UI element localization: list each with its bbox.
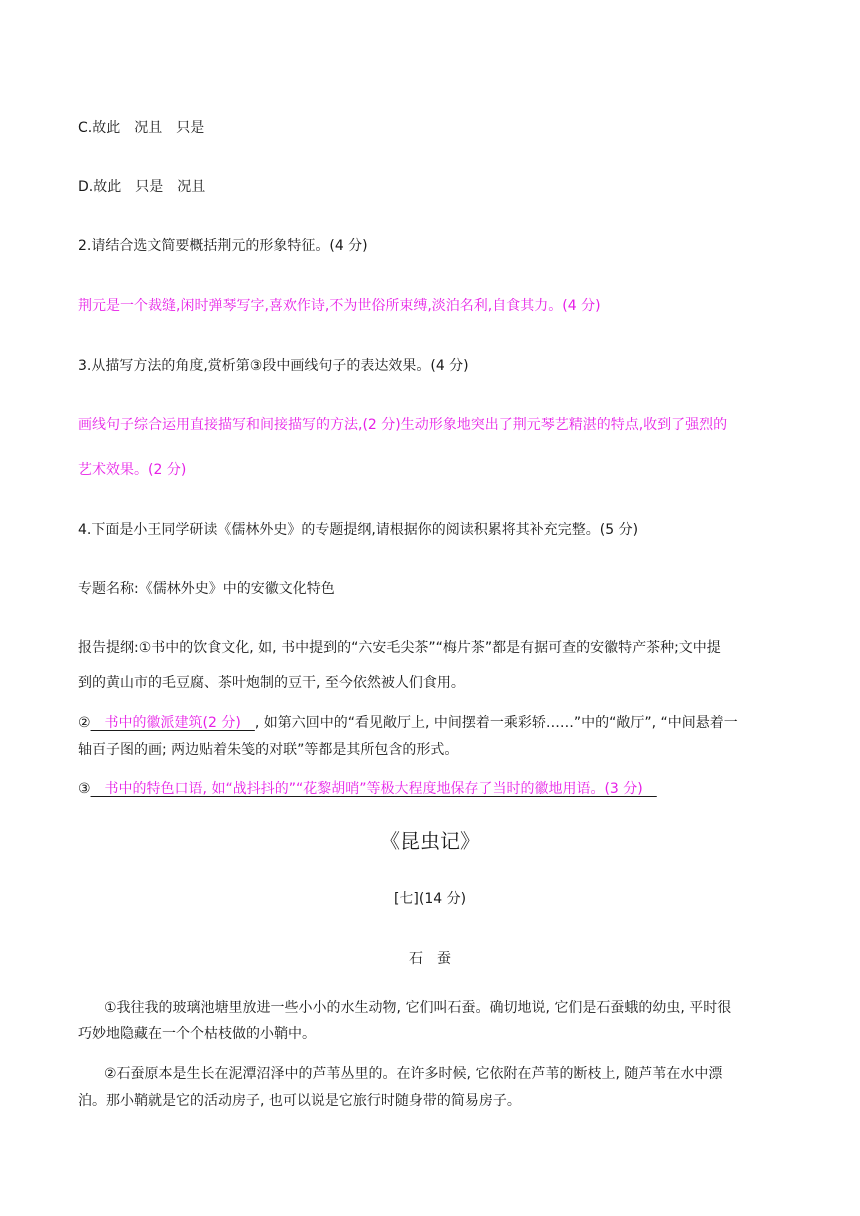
paragraph-2-line-1: ②石蚕原本是生长在泥潭沼泽中的芦苇丛里的。在许多时候, 它依附在芦苇的断枝上, 随芦苇在水中漂: [104, 1066, 723, 1082]
option-d: D.故此 只是 况且: [78, 179, 206, 195]
outline-item-2-line-2: 轴百子图的画; 两边贴着朱笺的对联”等都是其所包含的形式。: [78, 742, 459, 758]
outline-item-2: [78, 713, 738, 733]
item-2-text: , 如第六回中的“看见敞厅上, 中间摆着一乘彩轿……”中的“敞厅”, “中间悬着一: [254, 715, 738, 731]
paragraph-1-line-2: 巧妙地隐藏在一个个枯枝做的小鞘中。: [78, 1026, 316, 1042]
outline-item-3: [78, 779, 657, 799]
outline-line-1: 报告提纲:①书中的饮食文化, 如, 书中提到的“六安毛尖茶”“梅片茶”都是有据可查的安徽特产茶种;文中提: [78, 640, 721, 656]
item-3-answer-blank: 书中的特色口语, 如“战抖抖的”“花黎胡哨”等极大程度地保存了当时的徽地用语。(3 分): [90, 781, 657, 797]
question-2: 2.请结合选文简要概括荆元的形象特征。(4 分): [78, 238, 368, 254]
article-title: 石 蚕: [409, 951, 451, 967]
item-3-number: ③: [78, 781, 91, 797]
item-2-answer-blank: 书中的徽派建筑(2 分): [90, 715, 255, 731]
option-c: C.故此 况且 只是: [78, 120, 205, 136]
answer-3-line-1: 画线句子综合运用直接描写和间接描写的方法,(2 分)生动形象地突出了荆元琴艺精湛的特点,收到了强烈的: [78, 417, 728, 433]
book-title: 《昆虫记》: [380, 829, 480, 853]
answer-3-line-2: 艺术效果。(2 分): [78, 462, 187, 478]
question-4: 4.下面是小王同学研读《儒林外史》的专题提纲,请根据你的阅读积累将其补充完整。(5 分): [78, 522, 639, 538]
paragraph-2-line-2: 泊。那小鞘就是它的活动房子, 也可以说是它旅行时随身带的简易房子。: [78, 1093, 521, 1109]
paragraph-1-line-1: ①我往我的玻璃池塘里放进一些小小的水生动物, 它们叫石蚕。确切地说, 它们是石蚕蛾的幼虫, 平时很: [104, 1000, 732, 1016]
answer-2: 荆元是一个裁缝,闲时弹琴写字,喜欢作诗,不为世俗所束缚,淡泊名利,自食其力。(4 分): [78, 298, 601, 314]
topic-name: 专题名称:《儒林外史》中的安徽文化特色: [78, 581, 335, 597]
question-3: 3.从描写方法的角度,赏析第③段中画线句子的表达效果。(4 分): [78, 358, 469, 374]
outline-line-2: 到的黄山市的毛豆腐、茶叶炮制的豆干, 至今依然被人们食用。: [78, 675, 465, 691]
section-part: [七](14 分): [393, 891, 467, 907]
item-2-number: ②: [78, 715, 91, 731]
